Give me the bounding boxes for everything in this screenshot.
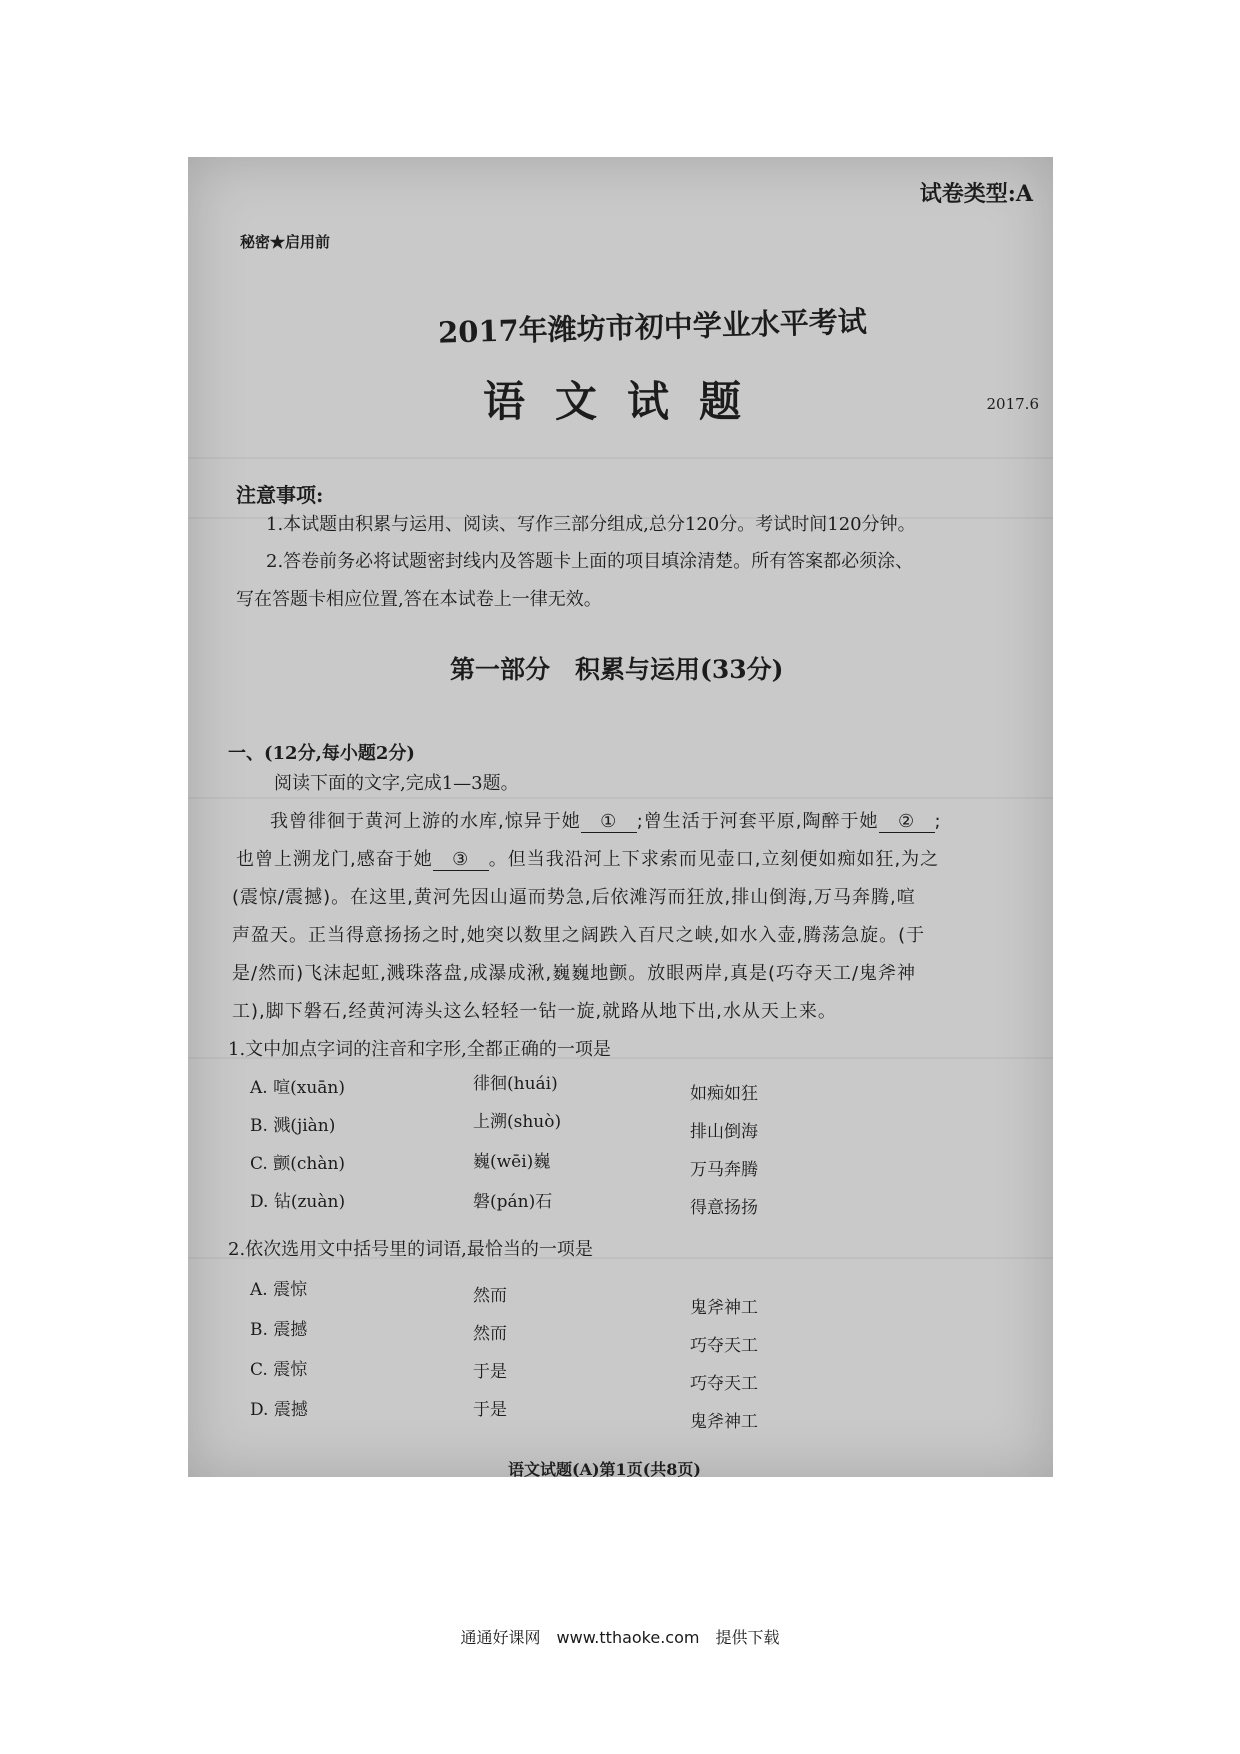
notice-item-2-line-2: 写在答题卡相应位置,答在本试卷上一律无效。 (236, 589, 602, 610)
option-label: A. (250, 1280, 268, 1300)
question-group-heading: 一、(12分,每小题2分) (228, 743, 415, 764)
q2-option-d-item-3: 鬼斧神工 (690, 1412, 758, 1432)
blank-2: ② (879, 811, 935, 833)
option-item: 震撼 (273, 1400, 308, 1420)
q1-option-b-item-3: 排山倒海 (690, 1122, 758, 1142)
q2-option-d-item-2: 于是 (473, 1400, 507, 1420)
blank-3: ③ (433, 849, 489, 871)
option-label: C. (250, 1360, 268, 1380)
q2-option-b (250, 1315, 307, 1340)
passage-line-1 (270, 807, 942, 833)
option-item: 震惊 (273, 1360, 308, 1380)
q2-option-d (250, 1395, 308, 1420)
option-item: 钻(zuàn) (273, 1192, 346, 1212)
paper-type-label: 试卷类型:A (919, 181, 1033, 207)
q2-option-c-item-3: 巧夺天工 (690, 1374, 758, 1394)
q1-option-c-item-2: 巍(wēi)巍 (473, 1152, 551, 1172)
passage-line-2 (236, 845, 939, 871)
question-group-intro: 阅读下面的文字,完成1—3题。 (274, 773, 519, 794)
q2-option-c-item-2: 于是 (473, 1362, 507, 1382)
part-one-title: 第一部分 积累与运用(33分) (450, 655, 784, 684)
q1-option-a-item-2: 徘徊(huái) (473, 1074, 558, 1094)
passage-line-5: 是/然而)飞沫起虹,溅珠落盘,成瀑成湫,巍巍地颤。放眼两岸,真是(巧夺天工/鬼斧神 (232, 963, 917, 984)
option-label: B. (250, 1116, 268, 1136)
notice-heading: 注意事项: (236, 483, 324, 507)
exam-date: 2017.6 (986, 395, 1039, 413)
option-label: D. (250, 1400, 269, 1420)
subject-title: 语文试题 (483, 377, 772, 426)
page-footer: 语文试题(A)第1页(共8页) (508, 1460, 701, 1477)
passage-line-4: 声盈天。正当得意扬扬之时,她突以数里之阔跌入百尺之峡,如水入壶,腾荡急旋。(于 (232, 925, 926, 946)
option-label: B. (250, 1320, 268, 1340)
q2-option-c (250, 1355, 307, 1380)
q1-option-c (250, 1149, 345, 1174)
q2-option-a (250, 1275, 307, 1300)
passage-line-6: 工),脚下磐石,经黄河涛头这么轻轻一钻一旋,就路从地下出,水从天上来。 (232, 1001, 837, 1022)
option-label: C. (250, 1154, 268, 1174)
secret-label: 秘密★启用前 (240, 233, 331, 251)
option-label: D. (250, 1192, 269, 1212)
q1-option-c-item-3: 万马奔腾 (690, 1160, 758, 1180)
q2-option-b-item-2: 然而 (473, 1324, 507, 1344)
q2-option-a-item-2: 然而 (473, 1286, 507, 1306)
passage-text: 我曾徘徊于黄河上游的水库,惊异于她 (270, 811, 581, 832)
q1-option-b (250, 1111, 335, 1136)
q1-option-d-item-3: 得意扬扬 (690, 1198, 758, 1218)
download-site-credit: 通通好课网 www.tthaoke.com 提供下载 (460, 1628, 780, 1647)
question-1-stem: 1.文中加点字词的注音和字形,全都正确的一项是 (228, 1039, 611, 1060)
question-2-stem: 2.依次选用文中括号里的词语,最恰当的一项是 (228, 1239, 593, 1260)
q1-option-d (250, 1187, 345, 1212)
q1-option-a (250, 1073, 345, 1098)
option-item: 震撼 (273, 1320, 308, 1340)
option-item: 溅(jiàn) (273, 1116, 336, 1136)
option-item: 喧(xuān) (273, 1078, 345, 1098)
blank-1: ① (581, 811, 637, 833)
option-label: A. (250, 1078, 268, 1098)
passage-text: 也曾上溯龙门,感奋于她 (236, 849, 433, 870)
passage-line-3: (震惊/震撼)。在这里,黄河先因山逼而势急,后依滩泻而狂放,排山倒海,万马奔腾,喧 (232, 887, 916, 908)
notice-item-2-line-1: 2.答卷前务必将试题密封线内及答题卡上面的项目填涂清楚。所有答案都必须涂、 (266, 551, 914, 572)
exam-page-photo (188, 157, 1053, 1477)
option-item: 颤(chàn) (273, 1154, 346, 1174)
q2-option-a-item-3: 鬼斧神工 (690, 1298, 758, 1318)
notice-item-1: 1.本试题由积累与运用、阅读、写作三部分组成,总分120分。考试时间120分钟。 (266, 514, 916, 535)
q2-option-b-item-3: 巧夺天工 (690, 1336, 758, 1356)
passage-text: ; (934, 811, 942, 832)
q1-option-a-item-3: 如痴如狂 (690, 1084, 758, 1104)
q1-option-d-item-2: 磐(pán)石 (473, 1192, 553, 1212)
exam-title: 2017年潍坊市初中学业水平考试 (437, 304, 868, 350)
passage-text: ;曾生活于河套平原,陶醉于她 (636, 811, 879, 832)
passage-text: 。但当我沿河上下求索而见壶口,立刻便如痴如狂,为之 (488, 849, 940, 870)
option-item: 震惊 (273, 1280, 308, 1300)
q1-option-b-item-2: 上溯(shuò) (473, 1112, 562, 1132)
